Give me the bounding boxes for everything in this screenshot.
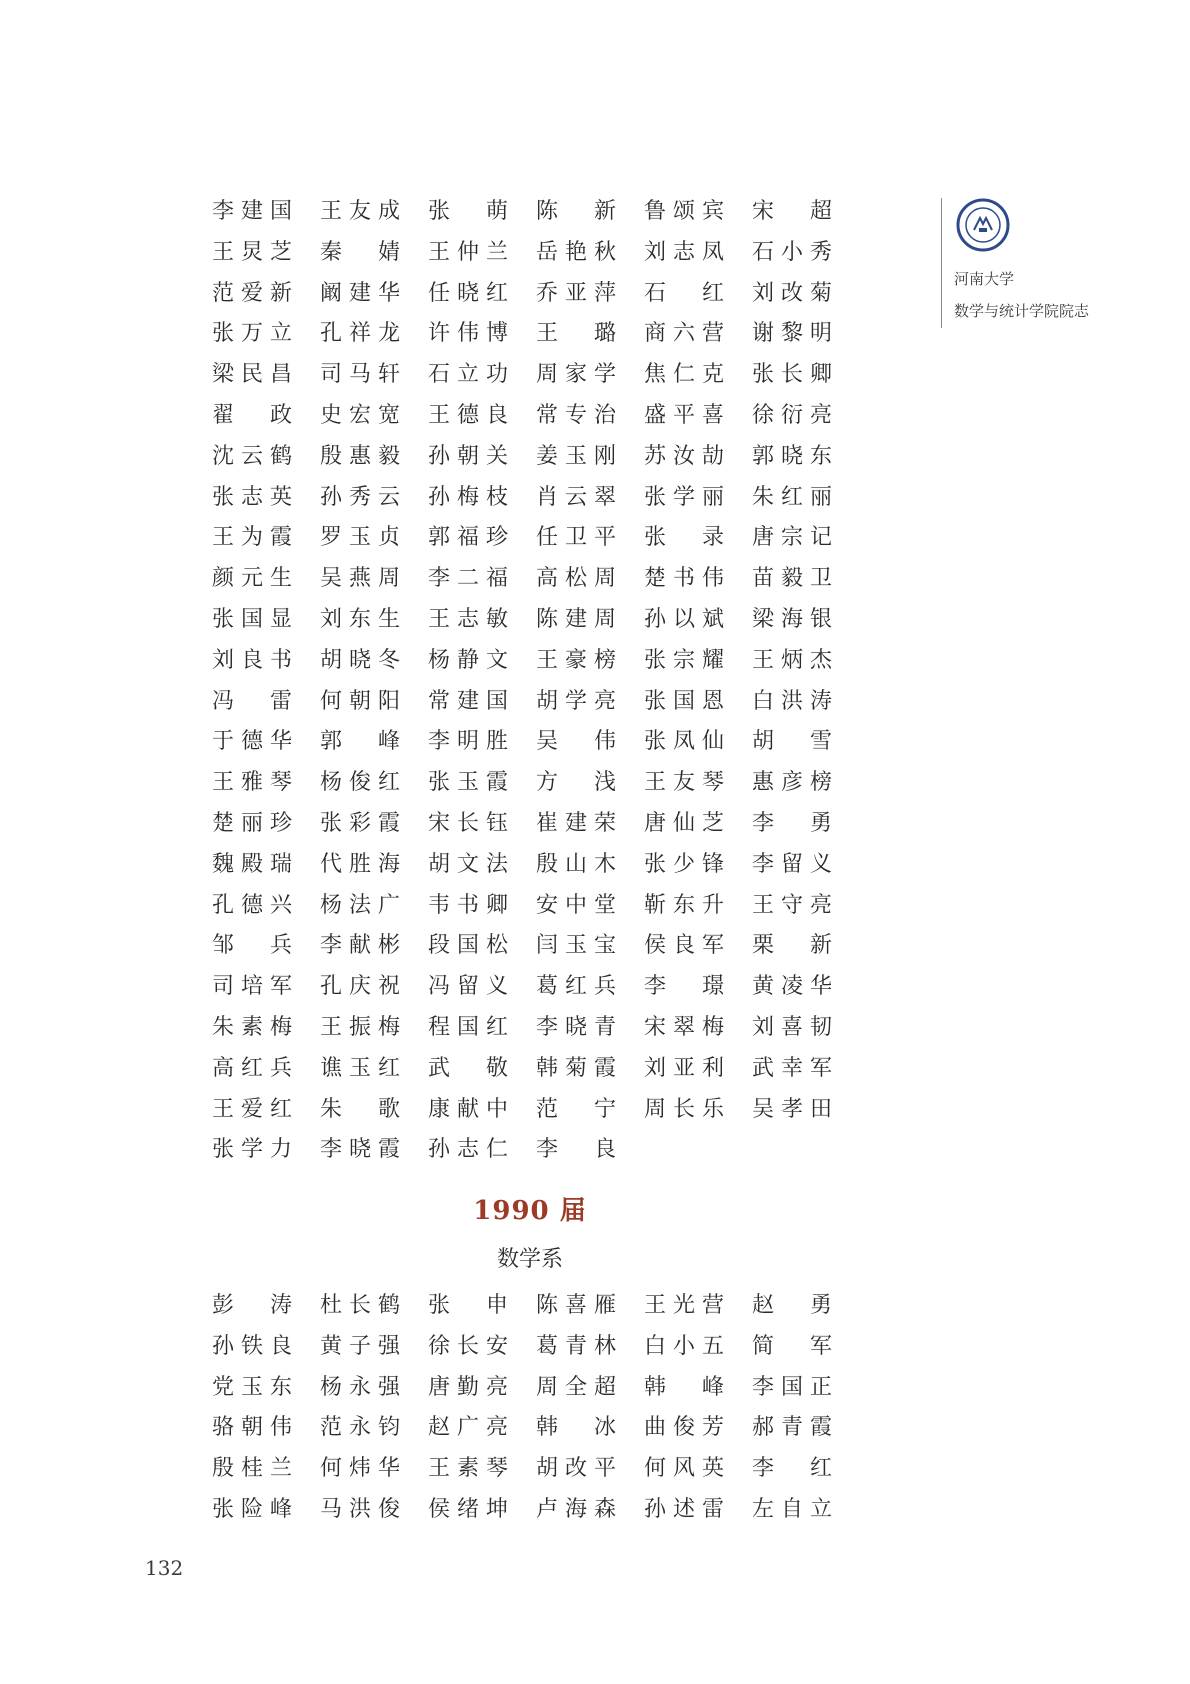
- person-name: 乔 亚 萍: [536, 280, 616, 306]
- person-name: 党 玉 东: [212, 1374, 292, 1400]
- person-name: 崔 建 荣: [536, 810, 616, 836]
- person-name: 孙 志 仁: [428, 1137, 508, 1163]
- name-row: [212, 808, 912, 849]
- person-name: 赵 勇: [752, 1293, 832, 1318]
- person-name: 李 明 胜: [428, 729, 508, 755]
- person-name: 何 风 英: [644, 1456, 724, 1482]
- person-name: 李 勇: [752, 810, 832, 836]
- person-name: 骆 朝 伟: [212, 1415, 292, 1441]
- person-name: 孙 梅 枝: [428, 484, 508, 510]
- person-name: 沈 云 鹤: [212, 443, 292, 469]
- person-name: 王 仲 兰: [428, 239, 508, 265]
- person-name: 胡 晓 冬: [320, 647, 400, 673]
- person-name: 秦 婧: [320, 239, 400, 265]
- person-name: 简 军: [752, 1333, 832, 1359]
- person-name: 王 为 霞: [212, 525, 292, 551]
- person-name: 刘 喜 韧: [752, 1014, 832, 1040]
- person-name: 史 宏 宽: [320, 402, 400, 428]
- person-name: 赵 广 亮: [428, 1415, 508, 1441]
- name-row: [212, 726, 912, 767]
- person-name: 武 敬: [428, 1055, 508, 1081]
- person-name: 王 炳 杰: [752, 647, 832, 673]
- name-row: [212, 1331, 912, 1372]
- person-name: 张 少 锋: [644, 851, 724, 877]
- person-name: 马 洪 俊: [320, 1496, 400, 1522]
- person-name: 冯 留 义: [428, 974, 508, 1000]
- person-name: 卢 海 森: [536, 1496, 616, 1522]
- person-name: 杨 俊 红: [320, 770, 400, 796]
- person-name: 范 永 钧: [320, 1415, 400, 1441]
- person-name: 许 伟 博: [428, 321, 508, 347]
- person-name: 宋 长 钰: [428, 810, 508, 836]
- person-name: 葛 红 兵: [536, 974, 616, 1000]
- person-name: 侯 绪 坤: [428, 1496, 508, 1522]
- person-name: 张 国 恩: [644, 688, 724, 714]
- person-name: 闫 玉 宝: [536, 933, 616, 959]
- person-name: 刘 东 生: [320, 606, 400, 632]
- person-name: 孙 朝 关: [428, 443, 508, 469]
- person-name: 李 红: [752, 1456, 832, 1482]
- person-name: 胡 雪: [752, 729, 832, 755]
- person-name: 张 宗 耀: [644, 647, 724, 673]
- name-row: [212, 563, 912, 604]
- person-name: 徐 长 安: [428, 1333, 508, 1359]
- name-row: [212, 849, 912, 890]
- person-name: 殷 山 木: [536, 851, 616, 877]
- person-name: 王 志 敏: [428, 606, 508, 632]
- person-name: 姜 玉 刚: [536, 443, 616, 469]
- person-name: 楚 丽 珍: [212, 810, 292, 836]
- header-divider: [941, 198, 942, 328]
- person-name: 石 立 功: [428, 362, 508, 388]
- person-name: 周 长 乐: [644, 1096, 724, 1122]
- person-name: 刘 良 书: [212, 647, 292, 673]
- person-name: 胡 学 亮: [536, 688, 616, 714]
- person-name: 肖 云 翠: [536, 484, 616, 510]
- person-name: 黄 子 强: [320, 1333, 400, 1359]
- person-name: 李 献 彬: [320, 933, 400, 959]
- person-name: 白 小 五: [644, 1333, 724, 1359]
- person-name: 谢 黎 明: [752, 321, 832, 347]
- person-name: 王 德 良: [428, 402, 508, 428]
- person-name: 杨 静 文: [428, 647, 508, 673]
- person-name: 颜 元 生: [212, 566, 292, 592]
- person-name: 代 胜 海: [320, 851, 400, 877]
- person-name: 张 彩 霞: [320, 810, 400, 836]
- person-name: 徐 衍 亮: [752, 402, 832, 428]
- person-name: 王 友 成: [320, 199, 400, 224]
- person-name: 石 小 秀: [752, 239, 832, 265]
- person-name: 杨 永 强: [320, 1374, 400, 1400]
- person-name: 孙 铁 良: [212, 1333, 292, 1359]
- name-row: [212, 482, 912, 523]
- person-name: 李 晓 霞: [320, 1137, 400, 1163]
- person-name: 孔 德 兴: [212, 892, 292, 918]
- person-name: 张 申: [428, 1293, 508, 1318]
- person-name: 杨 法 广: [320, 892, 400, 918]
- page-number: 132: [145, 1556, 184, 1580]
- person-name: 孙 以 斌: [644, 606, 724, 632]
- person-name: 李 璟: [644, 974, 724, 1000]
- person-name: 冯 雷: [212, 688, 292, 714]
- person-name: 李 良: [536, 1137, 616, 1163]
- person-name: 梁 民 昌: [212, 362, 292, 388]
- person-name: 王 豪 榜: [536, 647, 616, 673]
- person-name: 惠 彦 榜: [752, 770, 832, 796]
- name-row: [212, 1372, 912, 1413]
- name-row: [212, 890, 912, 931]
- person-name: 孙 秀 云: [320, 484, 400, 510]
- person-name: 司 马 轩: [320, 362, 400, 388]
- person-name: 郭 峰: [320, 729, 400, 755]
- university-name: 河南大学: [954, 270, 1015, 288]
- person-name: 张 萌: [428, 199, 508, 224]
- person-name: 唐 仙 芝: [644, 810, 724, 836]
- name-row: [212, 1290, 912, 1331]
- name-row: [212, 196, 912, 237]
- person-name: 盛 平 喜: [644, 402, 724, 428]
- person-name: 梁 海 银: [752, 606, 832, 632]
- person-name: 司 培 军: [212, 974, 292, 1000]
- person-name: 张 长 卿: [752, 362, 832, 388]
- person-name: 朱 红 丽: [752, 484, 832, 510]
- person-name: 康 献 中: [428, 1096, 508, 1122]
- person-name: 常 建 国: [428, 688, 508, 714]
- person-name: 郭 福 珍: [428, 525, 508, 551]
- person-name: 刘 亚 利: [644, 1055, 724, 1081]
- name-row: [212, 1134, 912, 1175]
- name-grid-main: [212, 196, 912, 1175]
- person-name: 苏 汝 劼: [644, 443, 724, 469]
- person-name: 罗 玉 贞: [320, 525, 400, 551]
- person-name: 范 宁: [536, 1096, 616, 1122]
- name-row: [212, 686, 912, 727]
- name-row: [212, 522, 912, 563]
- person-name: 唐 勤 亮: [428, 1374, 508, 1400]
- person-name: 王 炅 芝: [212, 239, 292, 265]
- person-name: 王 振 梅: [320, 1014, 400, 1040]
- person-name: 黄 凌 华: [752, 974, 832, 1000]
- person-name: 谯 玉 红: [320, 1055, 400, 1081]
- person-name: 朱 歌: [320, 1096, 400, 1122]
- person-name: 李 二 福: [428, 566, 508, 592]
- name-row: [212, 1053, 912, 1094]
- person-name: 任 卫 平: [536, 525, 616, 551]
- person-name: 韩 冰: [536, 1415, 616, 1441]
- person-name: 任 晓 红: [428, 280, 508, 306]
- person-name: 于 德 华: [212, 729, 292, 755]
- person-name: 孙 述 雷: [644, 1496, 724, 1522]
- name-row: [212, 1012, 912, 1053]
- person-name: 陈 建 周: [536, 606, 616, 632]
- person-name: 李 晓 青: [536, 1014, 616, 1040]
- person-name: 杜 长 鹤: [320, 1293, 400, 1318]
- person-name: 焦 仁 克: [644, 362, 724, 388]
- person-name: 吴 伟: [536, 729, 616, 755]
- person-name: 张 录: [644, 525, 724, 551]
- person-name: 彭 涛: [212, 1293, 292, 1318]
- person-name: 葛 青 林: [536, 1333, 616, 1359]
- person-name: 魏 殿 瑞: [212, 851, 292, 877]
- person-name: 韦 书 卿: [428, 892, 508, 918]
- person-name: 吴 孝 田: [752, 1096, 832, 1122]
- person-name: 何 炜 华: [320, 1456, 400, 1482]
- person-name: 王 璐: [536, 321, 616, 347]
- name-row: [212, 1094, 912, 1135]
- person-name: 王 雅 琴: [212, 770, 292, 796]
- person-name: 侯 良 军: [644, 933, 724, 959]
- person-name: 阚 建 华: [320, 280, 400, 306]
- name-row: [212, 767, 912, 808]
- name-row: [212, 1494, 912, 1535]
- person-name: 周 全 超: [536, 1374, 616, 1400]
- person-name: 韩 峰: [644, 1374, 724, 1400]
- person-name: 张 学 力: [212, 1137, 292, 1163]
- person-name: 吴 燕 周: [320, 566, 400, 592]
- name-row: [212, 1453, 912, 1494]
- person-name: 张 万 立: [212, 321, 292, 347]
- name-row: [212, 441, 912, 482]
- person-name: 商 六 营: [644, 321, 724, 347]
- person-name: 靳 东 升: [644, 892, 724, 918]
- person-name: 殷 惠 毅: [320, 443, 400, 469]
- name-row: [212, 1412, 912, 1453]
- person-name: 张 凤 仙: [644, 729, 724, 755]
- person-name: 张 险 峰: [212, 1496, 292, 1522]
- person-name: 方 浅: [536, 770, 616, 796]
- person-name: 范 爱 新: [212, 280, 292, 306]
- person-name: 张 志 英: [212, 484, 292, 510]
- person-name: 周 家 学: [536, 362, 616, 388]
- name-row: [212, 359, 912, 400]
- person-name: 陈 新: [536, 199, 616, 224]
- person-name: 李 留 义: [752, 851, 832, 877]
- person-name: 刘 改 菊: [752, 280, 832, 306]
- person-name: 韩 菊 霞: [536, 1055, 616, 1081]
- name-grid-1990: [212, 1290, 912, 1535]
- person-name: 楚 书 伟: [644, 566, 724, 592]
- name-row: [212, 237, 912, 278]
- person-name: 王 友 琴: [644, 770, 724, 796]
- section-title: 1990 届: [473, 1196, 587, 1226]
- person-name: 张 国 显: [212, 606, 292, 632]
- person-name: 王 素 琴: [428, 1456, 508, 1482]
- person-name: 唐 宗 记: [752, 525, 832, 551]
- person-name: 王 守 亮: [752, 892, 832, 918]
- person-name: 李 建 国: [212, 199, 292, 224]
- person-name: 邹 兵: [212, 933, 292, 959]
- department-heading: 数学系: [496, 1247, 563, 1272]
- name-row: [212, 971, 912, 1012]
- person-name: 孔 庆 祝: [320, 974, 400, 1000]
- name-row: [212, 930, 912, 971]
- person-name: 李 国 正: [752, 1374, 832, 1400]
- name-row: [212, 645, 912, 686]
- person-name: 岳 艳 秋: [536, 239, 616, 265]
- person-name: 宋 翠 梅: [644, 1014, 724, 1040]
- person-name: 张 玉 霞: [428, 770, 508, 796]
- book-title: 数学与统计学院院志: [954, 302, 1090, 320]
- person-name: 程 国 红: [428, 1014, 508, 1040]
- person-name: 翟 政: [212, 402, 292, 428]
- person-name: 常 专 治: [536, 402, 616, 428]
- name-row: [212, 278, 912, 319]
- person-name: 武 幸 军: [752, 1055, 832, 1081]
- person-name: 刘 志 凤: [644, 239, 724, 265]
- person-name: 安 中 堂: [536, 892, 616, 918]
- person-name: 何 朝 阳: [320, 688, 400, 714]
- person-name: 左 自 立: [752, 1496, 832, 1522]
- person-name: 胡 改 平: [536, 1456, 616, 1482]
- person-name: 高 松 周: [536, 566, 616, 592]
- name-row: [212, 400, 912, 441]
- person-name: 苗 毅 卫: [752, 566, 832, 592]
- person-name: 高 红 兵: [212, 1055, 292, 1081]
- person-name: 宋 超: [752, 199, 832, 224]
- person-name: 朱 素 梅: [212, 1014, 292, 1040]
- person-name: 白 洪 涛: [752, 688, 832, 714]
- person-name: 段 国 松: [428, 933, 508, 959]
- person-name: 石 红: [644, 280, 724, 306]
- person-name: 张 学 丽: [644, 484, 724, 510]
- name-row: [212, 318, 912, 359]
- person-name: 曲 俊 芳: [644, 1415, 724, 1441]
- person-name: 栗 新: [752, 933, 832, 959]
- person-name: 郝 青 霞: [752, 1415, 832, 1441]
- person-name: 孔 祥 龙: [320, 321, 400, 347]
- name-row: [212, 604, 912, 645]
- person-name: 殷 桂 兰: [212, 1456, 292, 1482]
- person-name: 郭 晓 东: [752, 443, 832, 469]
- person-name: 陈 喜 雁: [536, 1293, 616, 1318]
- university-seal-icon: [956, 198, 1010, 252]
- person-name: 鲁 颂 宾: [644, 199, 724, 224]
- person-name: 胡 文 法: [428, 851, 508, 877]
- person-name: 王 光 营: [644, 1293, 724, 1318]
- person-name: 王 爱 红: [212, 1096, 292, 1122]
